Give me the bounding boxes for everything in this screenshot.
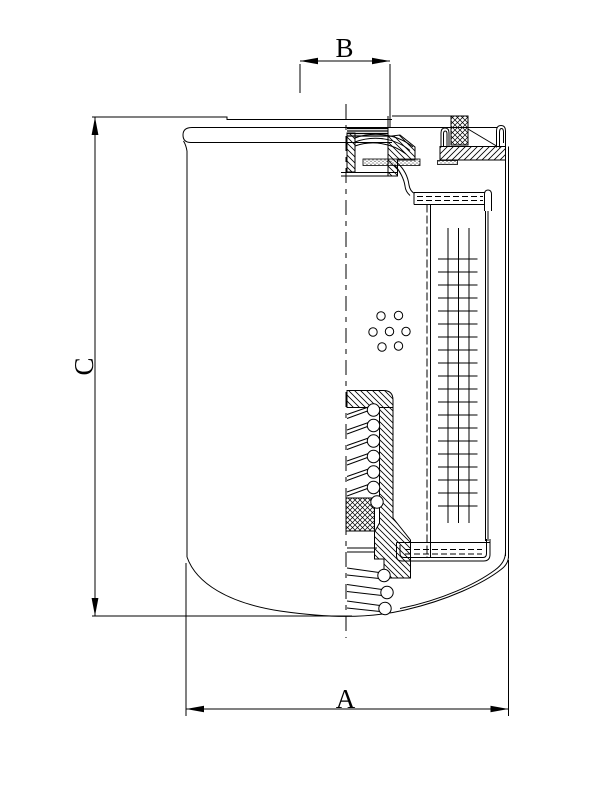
filter-element [397, 190, 492, 561]
breather-holes [369, 311, 410, 351]
dimension-c [69, 117, 392, 616]
arrowhead-icon [491, 706, 509, 712]
cover-plate-hatch [440, 147, 506, 161]
arrowhead-icon [186, 706, 204, 712]
support-column-hatch [375, 408, 411, 579]
arrowhead-icon [92, 117, 99, 135]
rolled-seam-hook [497, 126, 506, 148]
arrowhead-icon [372, 58, 390, 64]
center-tube [427, 205, 431, 558]
dimension-c-label: C [69, 357, 99, 376]
gasket-stipple [363, 159, 420, 166]
dimension-a-label: A [335, 684, 356, 714]
dimension-b-label: B [335, 33, 354, 63]
gasket-stipple [438, 161, 458, 165]
coil-spring-upper [347, 404, 383, 508]
arrowhead-icon [300, 58, 318, 64]
bypass-seal-crosshatch [346, 498, 375, 531]
dimension-b [300, 33, 390, 128]
seal-gasket-crosshatch [451, 116, 468, 145]
rolled-tab [441, 128, 449, 147]
coil-spring-lower [347, 568, 393, 615]
element-top-end-cap [414, 190, 492, 211]
media-grid [438, 228, 478, 523]
dimension-a [186, 560, 509, 716]
tapping-plate-left [347, 133, 355, 172]
arrowhead-icon [92, 598, 99, 616]
element-outer-wrap [486, 211, 489, 541]
